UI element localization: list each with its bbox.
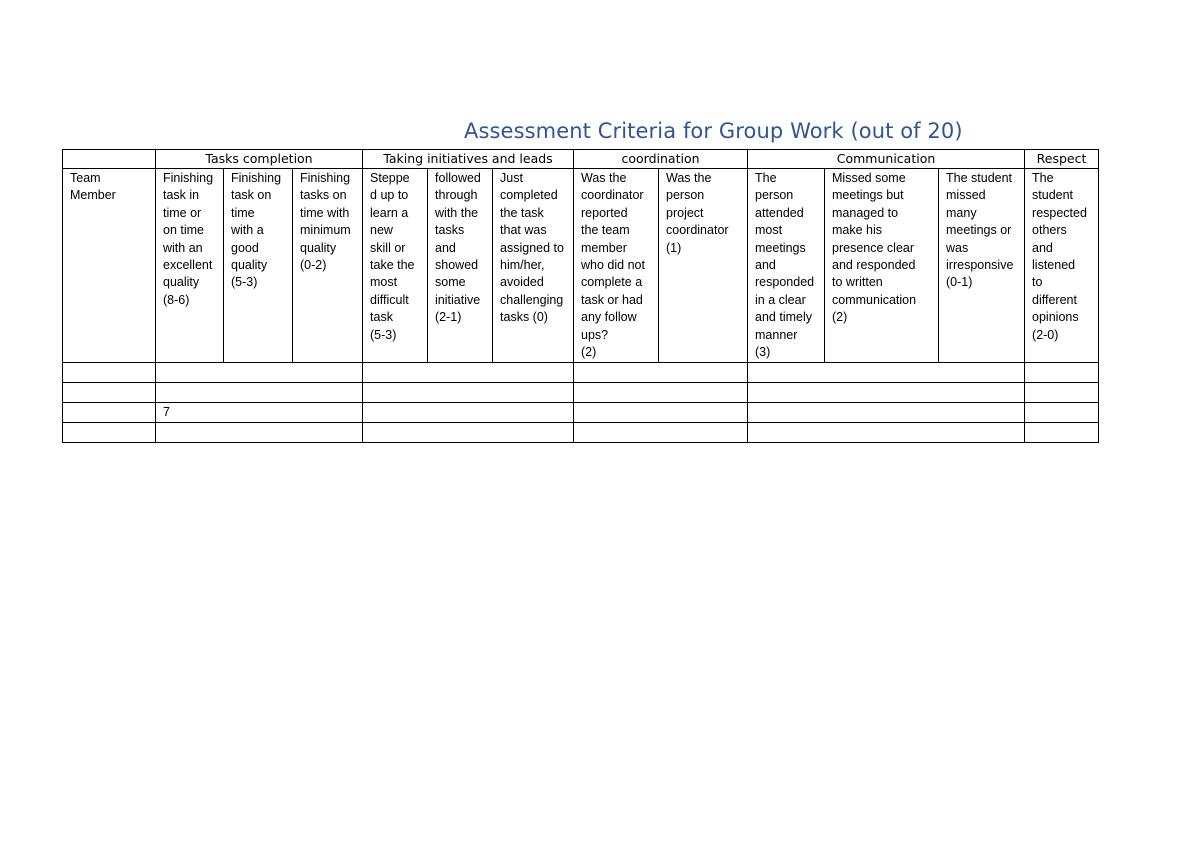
table-row [63,363,1099,383]
table-row [63,383,1099,403]
tasks-score-cell[interactable] [156,363,363,383]
criterion-cell [224,169,293,363]
criterion-communication-3: The student missed many meetings or was irresponsive (0-1) [946,171,1014,290]
tasks-score-cell[interactable] [156,423,363,443]
criterion-cell [1025,169,1099,363]
group-header-coordination: coordination [574,150,748,169]
criterion-cell [156,169,224,363]
criterion-tasks-2: Finishing task on time with a good quality (5-3) [231,171,282,290]
group-header-row [63,150,1099,169]
member-cell[interactable] [63,363,156,383]
communication-score-cell[interactable] [748,403,1025,423]
document-title: Assessment Criteria for Group Work (out of 20) [464,119,963,143]
tasks-score-cell[interactable]: 7 [156,403,363,423]
team-member-header-cell [63,169,156,363]
initiative-score-cell[interactable] [363,363,574,383]
communication-score-cell[interactable] [748,423,1025,443]
coordination-score-cell[interactable] [574,363,748,383]
assessment-table [62,149,1099,443]
coordination-score-cell[interactable] [574,383,748,403]
initiative-score-cell[interactable] [363,423,574,443]
group-header-initiative: Taking initiatives and leads [363,150,574,169]
criterion-communication-1: The person attended most meetings and responded in a clear and timely manner (3) [755,171,815,360]
member-cell[interactable] [63,383,156,403]
criterion-cell [939,169,1025,363]
criterion-communication-2: Missed some meetings but managed to make his presence clear and responded to written communication (2) [832,171,917,325]
table-row [63,403,1099,423]
criterion-cell [825,169,939,363]
criterion-coordination-1: Was the coordinator reported the team member who did not complete a task or had any follow ups? (2) [581,171,645,360]
criterion-cell [428,169,493,363]
respect-score-cell[interactable] [1025,423,1099,443]
coordination-score-cell[interactable] [574,423,748,443]
criterion-cell [748,169,825,363]
criterion-respect-1: The student respected others and listened to different opinions (2-0) [1032,171,1087,342]
criterion-coordination-2: Was the person project coordinator (1) [666,171,729,255]
criterion-cell [659,169,748,363]
communication-score-cell[interactable] [748,383,1025,403]
respect-score-cell[interactable] [1025,403,1099,423]
team-member-label: Team Member [70,171,116,203]
criterion-initiative-3: Just completed the task that was assigned to him/her, avoided challenging tasks (0) [500,171,564,325]
criterion-cell [293,169,363,363]
initiative-score-cell[interactable] [363,403,574,423]
group-header-tasks: Tasks completion [156,150,363,169]
group-header-respect: Respect [1025,150,1099,169]
respect-score-cell[interactable] [1025,383,1099,403]
coordination-score-cell[interactable] [574,403,748,423]
header-blank-cell [63,150,156,169]
criterion-initiative-2: followed through with the tasks and showed some initiative (2-1) [435,171,481,325]
tasks-score-cell[interactable] [156,383,363,403]
initiative-score-cell[interactable] [363,383,574,403]
criterion-cell [363,169,428,363]
communication-score-cell[interactable] [748,363,1025,383]
criteria-row [63,169,1099,363]
member-cell[interactable] [63,423,156,443]
criterion-tasks-3: Finishing tasks on time with minimum quality (0-2) [300,171,351,273]
criterion-tasks-1: Finishing task in time or on time with an excellent quality (8-6) [163,171,214,307]
respect-score-cell[interactable] [1025,363,1099,383]
table-row [63,423,1099,443]
criterion-cell [574,169,659,363]
criterion-cell [493,169,574,363]
group-header-communication: Communication [748,150,1025,169]
member-cell[interactable] [63,403,156,423]
criterion-initiative-1: Steppe d up to learn a new skill or take the most difficult task (5-3) [370,171,415,342]
